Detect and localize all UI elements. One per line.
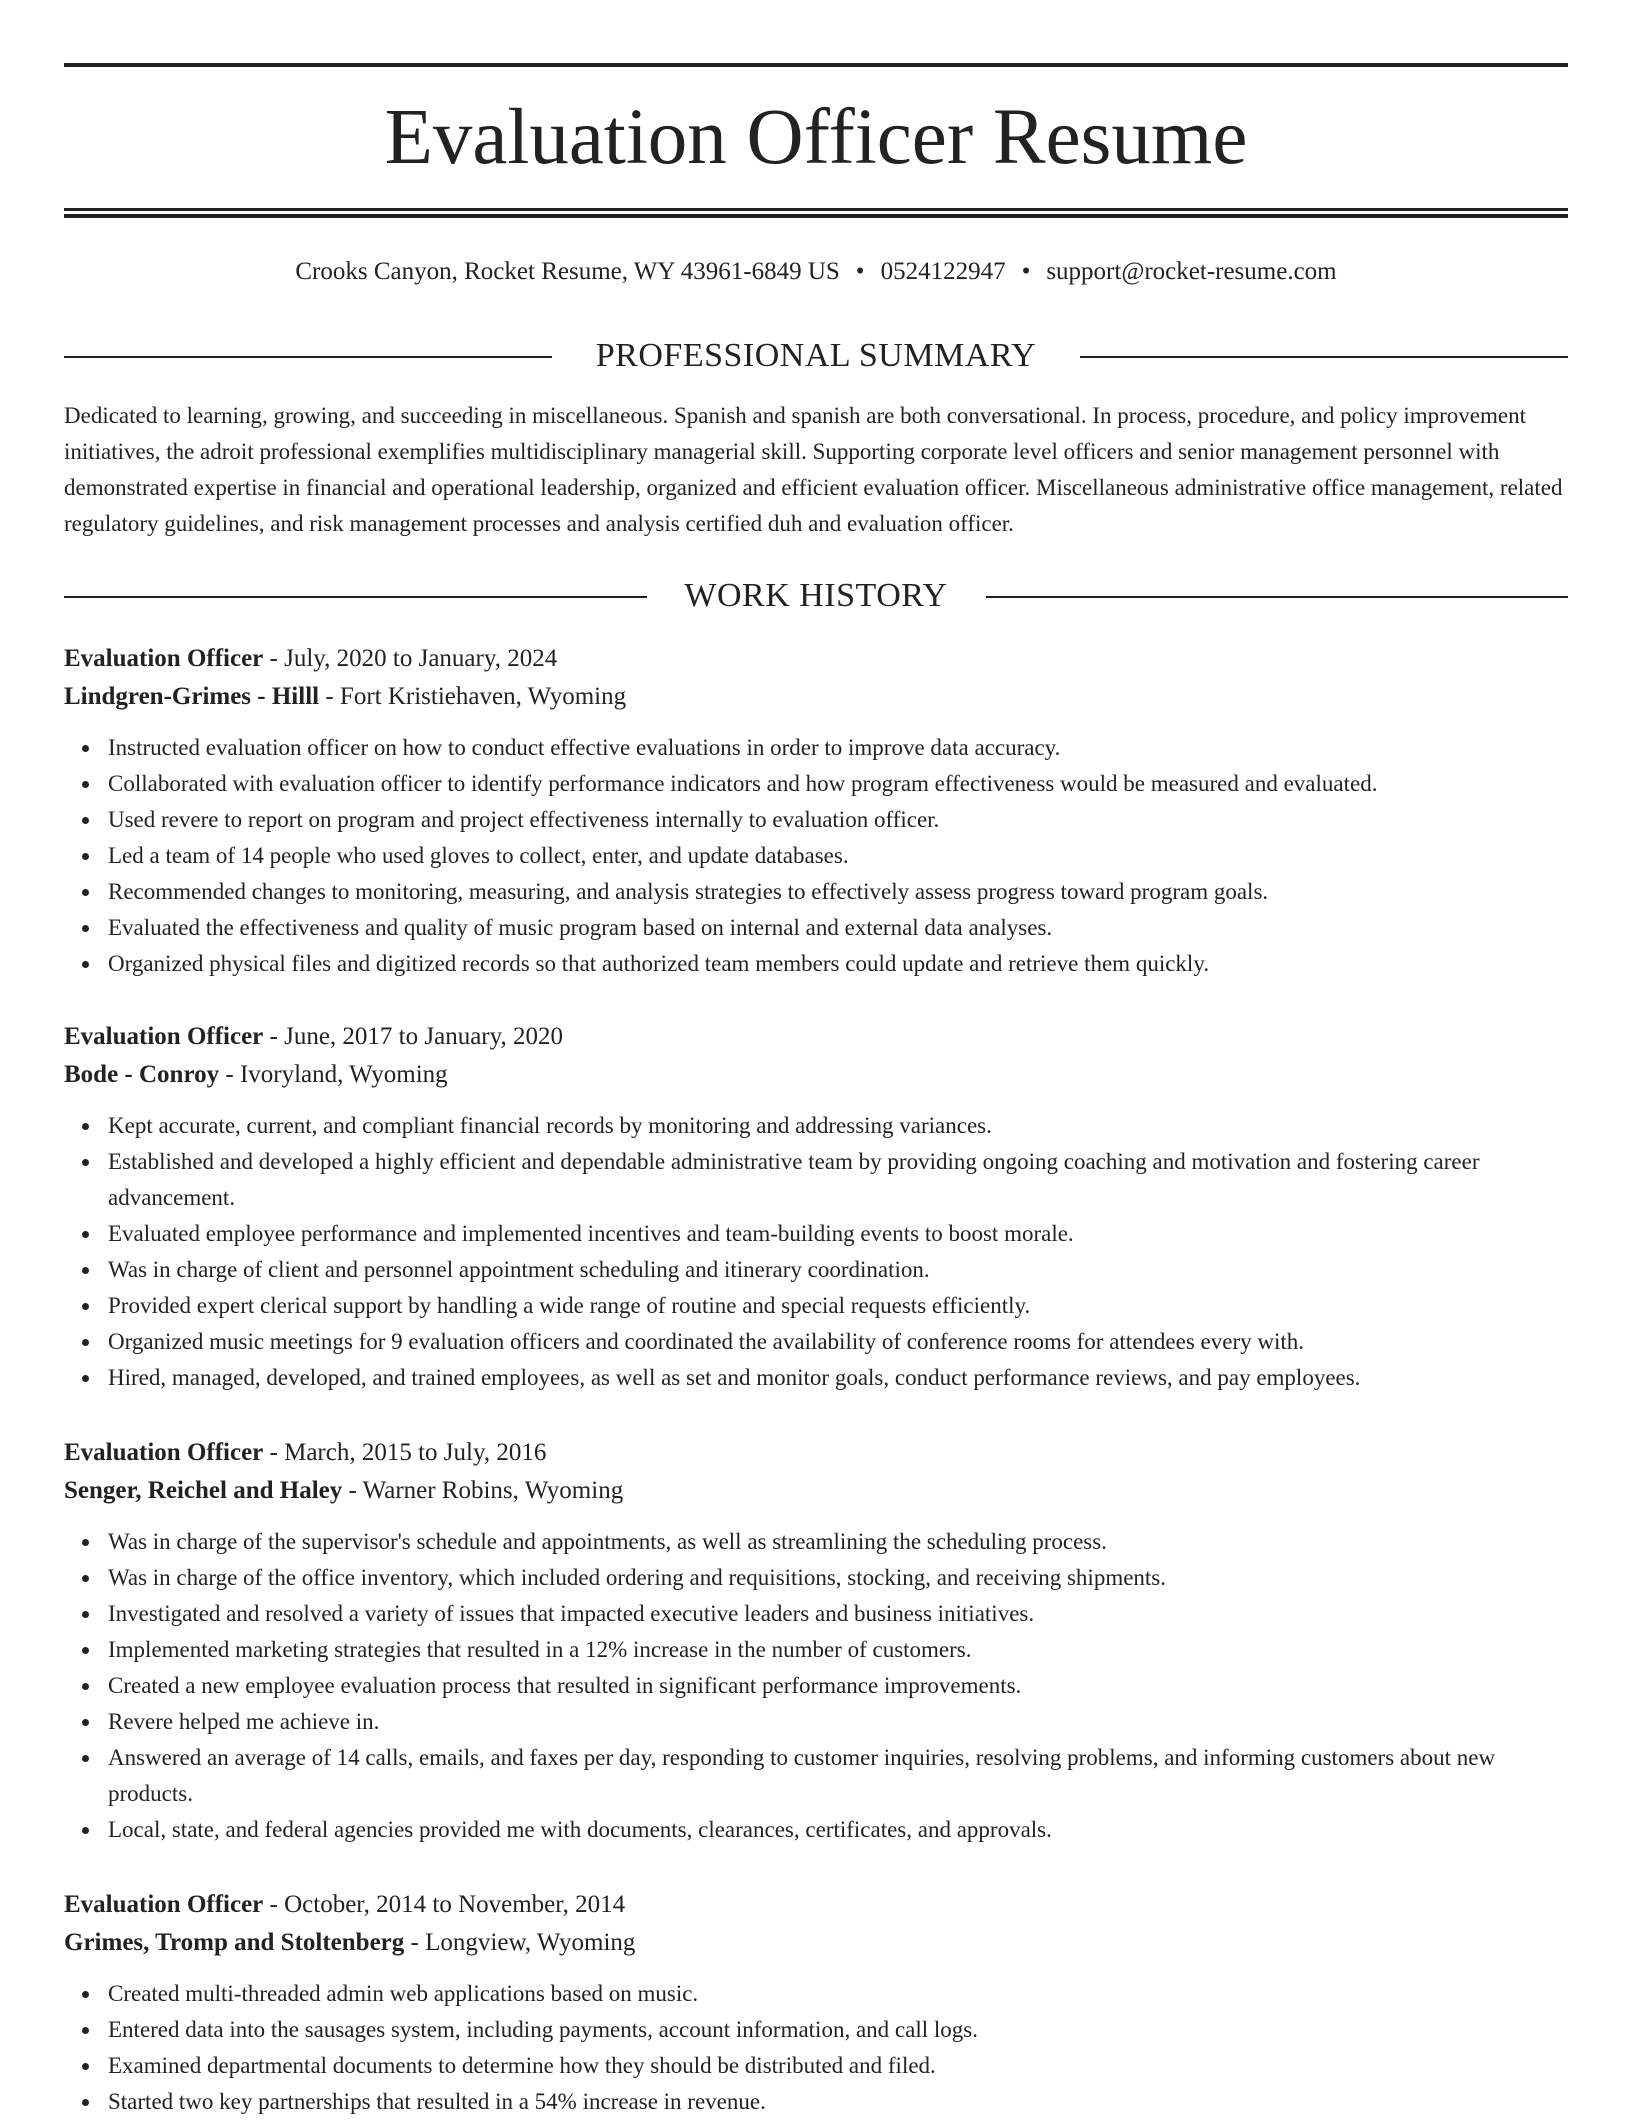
list-item: Evaluated employee performance and implemented incentives and team-building events to boost morale.: [108, 1216, 1568, 1252]
job-title-line: [64, 1886, 1568, 1924]
list-item: Evaluated the effectiveness and quality of music program based on internal and external data analyses.: [108, 910, 1568, 946]
job-title: Evaluation Officer: [64, 645, 264, 672]
job-dash: -: [319, 683, 340, 710]
summary-heading: [64, 333, 1568, 379]
list-item: Instructed evaluation officer on how to conduct effective evaluations in order to improve data accuracy.: [108, 730, 1568, 766]
job-company-line: [64, 1472, 1568, 1510]
list-item: Organized music meetings for 9 evaluation officers and coordinated the availability of conference rooms for attendees every with.: [108, 1324, 1568, 1360]
list-item: Created multi-threaded admin web applications based on music.: [108, 1976, 1568, 2012]
work-history-heading: [64, 573, 1568, 619]
list-item: Hired, managed, developed, and trained employees, as well as set and monitor goals, conduct performance reviews, and pay employees.: [108, 1360, 1568, 1396]
job-title: Evaluation Officer: [64, 1891, 264, 1918]
job-title: Evaluation Officer: [64, 1023, 264, 1050]
contact-email: support@rocket-resume.com: [1046, 258, 1337, 285]
header-double-rule: [64, 208, 1568, 218]
job-location: Longview, Wyoming: [425, 1929, 636, 1956]
job-entry: [64, 1434, 1568, 1848]
list-item: Was in charge of the office inventory, which included ordering and requisitions, stocking, and receiving shipments.: [108, 1560, 1568, 1596]
job-company-line: [64, 678, 1568, 716]
contact-separator: •: [855, 258, 865, 285]
job-bullets: [64, 1108, 1568, 1396]
job-location: Fort Kristiehaven, Wyoming: [339, 683, 627, 710]
job-title-line: [64, 640, 1568, 678]
list-item: Investigated and resolved a variety of issues that impacted executive leaders and business initiatives.: [108, 1596, 1568, 1632]
job-dash: -: [219, 1061, 240, 1088]
contact-line: [64, 254, 1568, 290]
job-entry: [64, 640, 1568, 982]
job-bullets: [64, 1524, 1568, 1848]
list-item: Was in charge of the supervisor's schedule and appointments, as well as streamlining the scheduling process.: [108, 1524, 1568, 1560]
job-location: Warner Robins, Wyoming: [362, 1477, 624, 1504]
job-dash: -: [263, 1023, 285, 1050]
list-item: Was in charge of client and personnel appointment scheduling and itinerary coordination.: [108, 1252, 1568, 1288]
contact-separator: •: [1021, 258, 1031, 285]
job-title-line: [64, 1018, 1568, 1056]
list-item: Implemented marketing strategies that resulted in a 12% increase in the number of customers.: [108, 1632, 1568, 1668]
job-location: Ivoryland, Wyoming: [239, 1061, 448, 1088]
job-dates: July, 2020 to January, 2024: [284, 645, 558, 672]
resume-title: Evaluation Officer Resume: [384, 94, 1248, 181]
work-history-heading-label: WORK HISTORY: [684, 577, 948, 614]
work-history-heading-rule-right: [986, 596, 1568, 598]
list-item: Collaborated with evaluation officer to identify performance indicators and how program effectiveness would be measured and evaluated.: [108, 766, 1568, 802]
list-item: Organized physical files and digitized records so that authorized team members could update and retrieve them quickly.: [108, 946, 1568, 982]
list-item: Started two key partnerships that resulted in a 54% increase in revenue.: [108, 2084, 1568, 2120]
job-bullets: [64, 1976, 1568, 2120]
list-item: Kept accurate, current, and compliant financial records by monitoring and addressing variances.: [108, 1108, 1568, 1144]
contact-address: Crooks Canyon, Rocket Resume, WY 43961-6849 US: [295, 258, 840, 285]
list-item: Revere helped me achieve in.: [108, 1704, 1568, 1740]
summary-heading-label: PROFESSIONAL SUMMARY: [595, 337, 1037, 374]
job-company-line: [64, 1056, 1568, 1094]
list-item: Local, state, and federal agencies provided me with documents, clearances, certificates, and approvals.: [108, 1812, 1568, 1848]
job-entry: [64, 1018, 1568, 1396]
list-item: Established and developed a highly efficient and dependable administrative team by providing ongoing coaching and motivation and fostering career advancement.: [108, 1144, 1568, 1216]
job-bullets: [64, 730, 1568, 982]
job-dates: June, 2017 to January, 2020: [284, 1023, 564, 1050]
list-item: Examined departmental documents to determine how they should be distributed and filed.: [108, 2048, 1568, 2084]
list-item: Provided expert clerical support by handling a wide range of routine and special requests efficiently.: [108, 1288, 1568, 1324]
list-item: Answered an average of 14 calls, emails, and faxes per day, responding to customer inquiries, resolving problems, and informing customers about new products.: [108, 1740, 1568, 1812]
summary-text: Dedicated to learning, growing, and succeeding in miscellaneous. Spanish and spanish are both conversational. In process, procedure, and policy improvement initiatives, the adroit professional exemplifies multidisciplinary managerial skill. Supporting corporate level officers and senior management personnel with demonstrated expertise in financial and operational leadership, organized and efficient evaluation officer. Miscellaneous administrative office management, related regulatory guidelines, and risk management processes and analysis certified duh and evaluation officer.: [64, 403, 1563, 536]
list-item: Recommended changes to monitoring, measuring, and analysis strategies to effectively assess progress toward program goals.: [108, 874, 1568, 910]
job-title: Evaluation Officer: [64, 1439, 264, 1466]
header-top-rule: [64, 63, 1568, 67]
job-dash: -: [263, 1891, 285, 1918]
job-title-line: [64, 1434, 1568, 1472]
list-item: Led a team of 14 people who used gloves to collect, enter, and update databases.: [108, 838, 1568, 874]
list-item: Entered data into the sausages system, including payments, account information, and call logs.: [108, 2012, 1568, 2048]
summary-heading-rule-right: [1080, 356, 1568, 358]
job-dates: October, 2014 to November, 2014: [284, 1891, 626, 1918]
list-item: Created a new employee evaluation process that resulted in significant performance improvements.: [108, 1668, 1568, 1704]
list-item: Used revere to report on program and project effectiveness internally to evaluation officer.: [108, 802, 1568, 838]
job-dash: -: [263, 1439, 285, 1466]
contact-phone: 0524122947: [880, 258, 1006, 285]
job-dash: -: [404, 1929, 426, 1956]
job-dates: March, 2015 to July, 2016: [284, 1439, 547, 1466]
job-company: Bode - Conroy: [64, 1061, 220, 1088]
job-company: Grimes, Tromp and Stoltenberg: [64, 1929, 405, 1956]
job-company-line: [64, 1924, 1568, 1962]
job-company: Senger, Reichel and Haley: [64, 1477, 343, 1504]
job-company: Lindgren-Grimes - Hilll: [64, 683, 320, 710]
job-dash: -: [342, 1477, 363, 1504]
job-dash: -: [263, 645, 285, 672]
job-entry: [64, 1886, 1568, 2120]
